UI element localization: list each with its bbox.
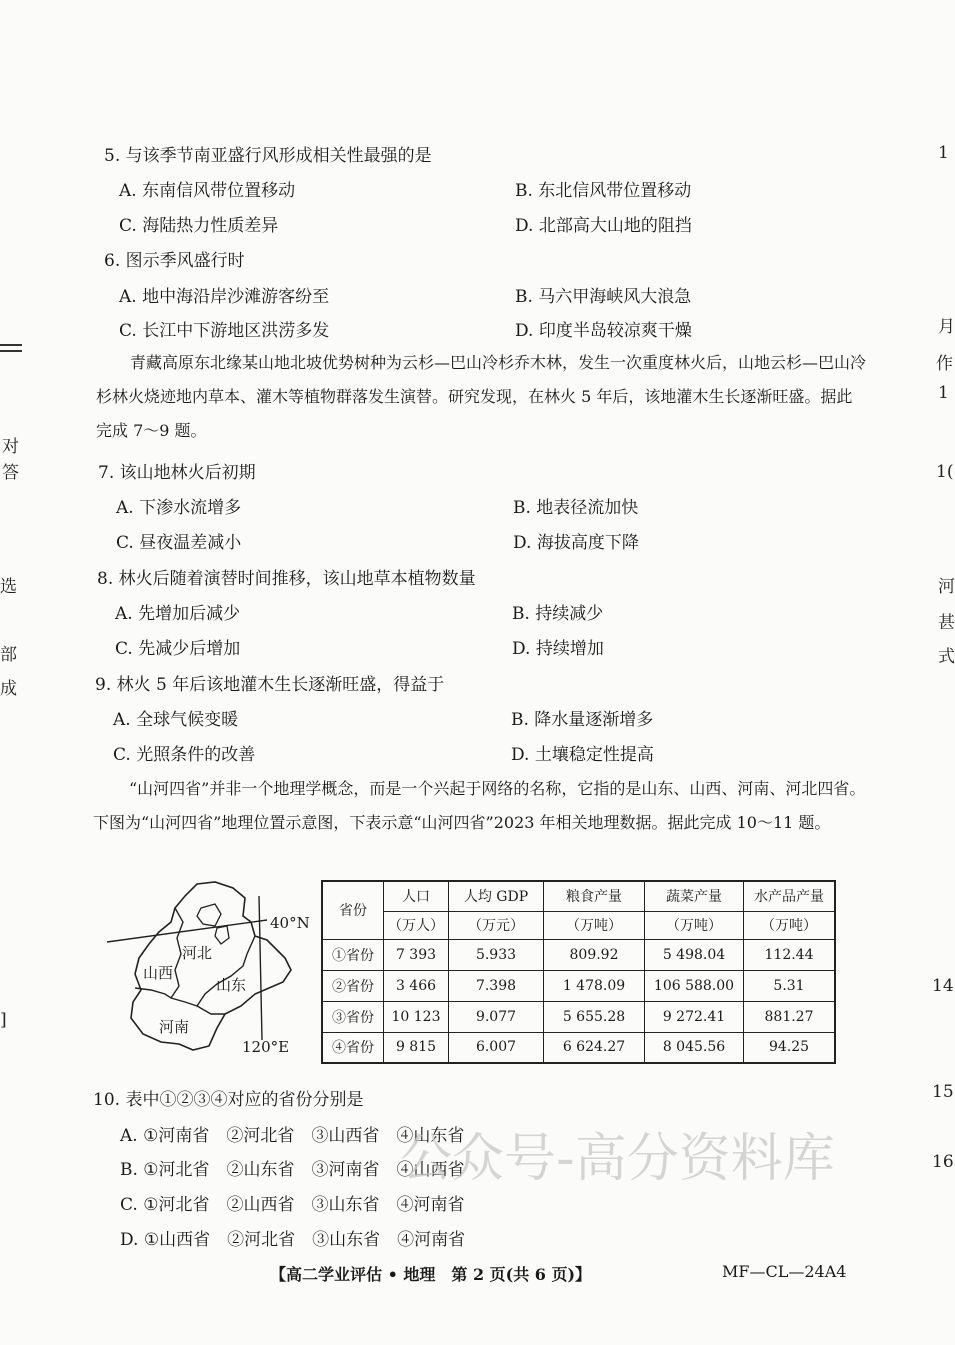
q5-option-a: A. 东南信风带位置移动 <box>119 181 296 201</box>
left-edge-text: 对 <box>2 437 19 457</box>
table-row <box>322 1032 835 1063</box>
table-unit-aquatic: （万吨） <box>744 911 836 939</box>
right-edge-text: 1 <box>938 383 949 403</box>
table-cell: 112.44 <box>744 939 836 970</box>
table-header-row <box>322 881 835 911</box>
table-row <box>322 1001 835 1032</box>
q5-option-d: D. 北部高大山地的阻挡 <box>515 216 692 236</box>
table-header-gdp: 人均 GDP <box>449 881 544 911</box>
q9-option-a: A. 全球气候变暖 <box>113 710 239 730</box>
table-cell: 9 815 <box>384 1032 449 1063</box>
table-unit-population: （万人） <box>384 911 449 939</box>
longitude-label: 120°E <box>242 1038 290 1056</box>
right-edge-text: 1( <box>936 462 954 482</box>
table-cell: ①省份 <box>322 939 384 970</box>
province-label-shandong: 山东 <box>216 976 247 994</box>
table-header-grain: 粮食产量 <box>544 881 645 911</box>
province-data-table <box>321 880 836 1064</box>
table-cell: 7.398 <box>449 970 544 1001</box>
table-cell: 94.25 <box>744 1032 836 1063</box>
table-cell: ②省份 <box>322 970 384 1001</box>
table-cell: ③省份 <box>322 1001 384 1032</box>
q6-option-d: D. 印度半岛较凉爽干燥 <box>515 321 692 341</box>
q10-option-b: B. ①河北省 ②山东省 ③河南省 ④山西省 <box>120 1160 465 1180</box>
table-cell: 5 498.04 <box>645 939 744 970</box>
table-header-vegetable: 蔬菜产量 <box>645 881 744 911</box>
page-footer-code: MF—CL—24A4 <box>722 1262 847 1281</box>
right-edge-text: 式 <box>938 647 955 667</box>
table-unit-vegetable: （万吨） <box>645 911 744 939</box>
right-edge-text: 1 <box>938 143 949 163</box>
q10-option-a: A. ①河南省 ②河北省 ③山西省 ④山东省 <box>120 1126 465 1146</box>
q10-option-d: D. ①山西省 ②河北省 ③山东省 ④河南省 <box>120 1230 466 1250</box>
left-edge-rule <box>0 344 22 346</box>
tianjin-outline <box>215 926 229 944</box>
q8-option-d: D. 持续增加 <box>512 639 604 659</box>
table-cell: 5 655.28 <box>544 1001 645 1032</box>
left-edge-text: 答 <box>2 463 19 483</box>
q7-option-a: A. 下渗水流增多 <box>116 498 242 518</box>
left-edge-text: ] <box>0 1010 7 1030</box>
table-cell: 8 045.56 <box>645 1032 744 1063</box>
page-footer-title: 【高二学业评估 • 地理 第 2 页(共 6 页)】 <box>270 1265 592 1284</box>
henan-shandong-border <box>197 1006 225 1014</box>
right-edge-text: 河 <box>938 577 955 597</box>
shanxi-henan-border <box>135 988 197 1006</box>
table-cell: ④省份 <box>322 1032 384 1063</box>
q8-stem: 8. 林火后随着演替时间推移，该山地草本植物数量 <box>97 569 476 589</box>
q5-stem: 5. 与该季节南亚盛行风形成相关性最强的是 <box>104 146 432 166</box>
table-cell: 7 393 <box>384 939 449 970</box>
table-cell: 9 272.41 <box>645 1001 744 1032</box>
watermark: 公众号-高分资料库 <box>400 1129 835 1189</box>
beijing-outline <box>197 904 221 926</box>
left-edge-text: 部 <box>0 645 17 665</box>
left-edge-text: 选 <box>0 577 17 597</box>
table-cell: 1 478.09 <box>544 970 645 1001</box>
right-edge-text: 作 <box>936 354 953 374</box>
q7-option-b: B. 地表径流加快 <box>513 498 639 518</box>
q8-option-b: B. 持续减少 <box>512 604 604 624</box>
latitude-label: 40°N <box>270 914 310 932</box>
q6-stem: 6. 图示季风盛行时 <box>104 251 245 271</box>
table-unit-grain: （万吨） <box>544 911 645 939</box>
q6-option-b: B. 马六甲海峡风大浪急 <box>515 287 692 307</box>
table-header-population: 人口 <box>384 881 449 911</box>
q9-stem: 9. 林火 5 年后该地灌木生长逐渐旺盛，得益于 <box>95 675 445 695</box>
right-edge-text: 甚 <box>938 613 955 633</box>
q7-option-c: C. 昼夜温差减小 <box>116 533 242 553</box>
table-row <box>322 970 835 1001</box>
longitude-120e-line <box>259 896 262 1040</box>
passage-forest-fire: 青藏高原东北缘某山地北坡优势树种为云杉—巴山冷杉乔木林，发生一次重度林火后，山地云杉—巴山冷杉林火烧迹地内草本、灌木等植物群落发生演替。研究发现，在林火 5 年后，该地灌木生长逐渐旺盛。据此完成 7～9 题。 <box>96 353 867 440</box>
right-edge-text: 月 <box>938 317 955 337</box>
q10-option-c: C. ①河北省 ②山西省 ③山东省 ④河南省 <box>120 1195 465 1215</box>
table-cell: 3 466 <box>384 970 449 1001</box>
table-cell: 6 624.27 <box>544 1032 645 1063</box>
q7-stem: 7. 该山地林火后初期 <box>98 463 256 483</box>
province-label-hebei: 河北 <box>182 944 213 962</box>
q9-option-c: C. 光照条件的改善 <box>113 745 256 765</box>
table-cell: 6.007 <box>449 1032 544 1063</box>
q8-option-a: A. 先增加后减少 <box>115 604 241 624</box>
table-row <box>322 939 835 970</box>
q10-stem: 10. 表中①②③④对应的省份分别是 <box>93 1090 364 1110</box>
q5-option-c: C. 海陆热力性质差异 <box>119 216 279 236</box>
table-cell: 10 123 <box>384 1001 449 1032</box>
q6-option-c: C. 长江中下游地区洪涝多发 <box>119 321 330 341</box>
table-unit-row <box>322 911 835 939</box>
table-cell: 9.077 <box>449 1001 544 1032</box>
left-edge-text: 成 <box>0 679 17 699</box>
table-cell: 5.31 <box>744 970 836 1001</box>
right-edge-text: 16 <box>932 1152 954 1172</box>
latitude-40n-line <box>107 920 267 942</box>
q6-option-a: A. 地中海沿岸沙滩游客纷至 <box>119 287 330 307</box>
q9-option-d: D. 土壤稳定性提高 <box>511 745 654 765</box>
q9-option-b: B. 降水量逐渐增多 <box>511 710 654 730</box>
table-cell: 5.933 <box>449 939 544 970</box>
table-unit-gdp: （万元） <box>449 911 544 939</box>
table-cell: 881.27 <box>744 1001 836 1032</box>
table-cell: 809.92 <box>544 939 645 970</box>
q7-option-d: D. 海拔高度下降 <box>513 533 639 553</box>
table-header-province: 省份 <box>322 881 384 939</box>
four-provinces-map <box>105 878 320 1058</box>
right-edge-text: 14 <box>932 976 954 996</box>
table-header-aquatic: 水产品产量 <box>744 881 836 911</box>
passage-four-provinces: “山河四省”并非一个地理学概念，而是一个兴起于网络的名称，它指的是山东、山西、河南、河北四省。下图为“山河四省”地理位置示意图，下表示意“山河四省”2023 年相关地理数据。据此完成 10～11 题。 <box>93 779 866 832</box>
province-label-henan: 河南 <box>159 1018 190 1036</box>
left-edge-rule <box>0 350 22 352</box>
q5-option-b: B. 东北信风带位置移动 <box>515 181 692 201</box>
province-label-shanxi: 山西 <box>143 964 174 982</box>
q8-option-c: C. 先减少后增加 <box>115 639 241 659</box>
table-cell: 106 588.00 <box>645 970 744 1001</box>
right-edge-text: 15 <box>932 1082 954 1102</box>
